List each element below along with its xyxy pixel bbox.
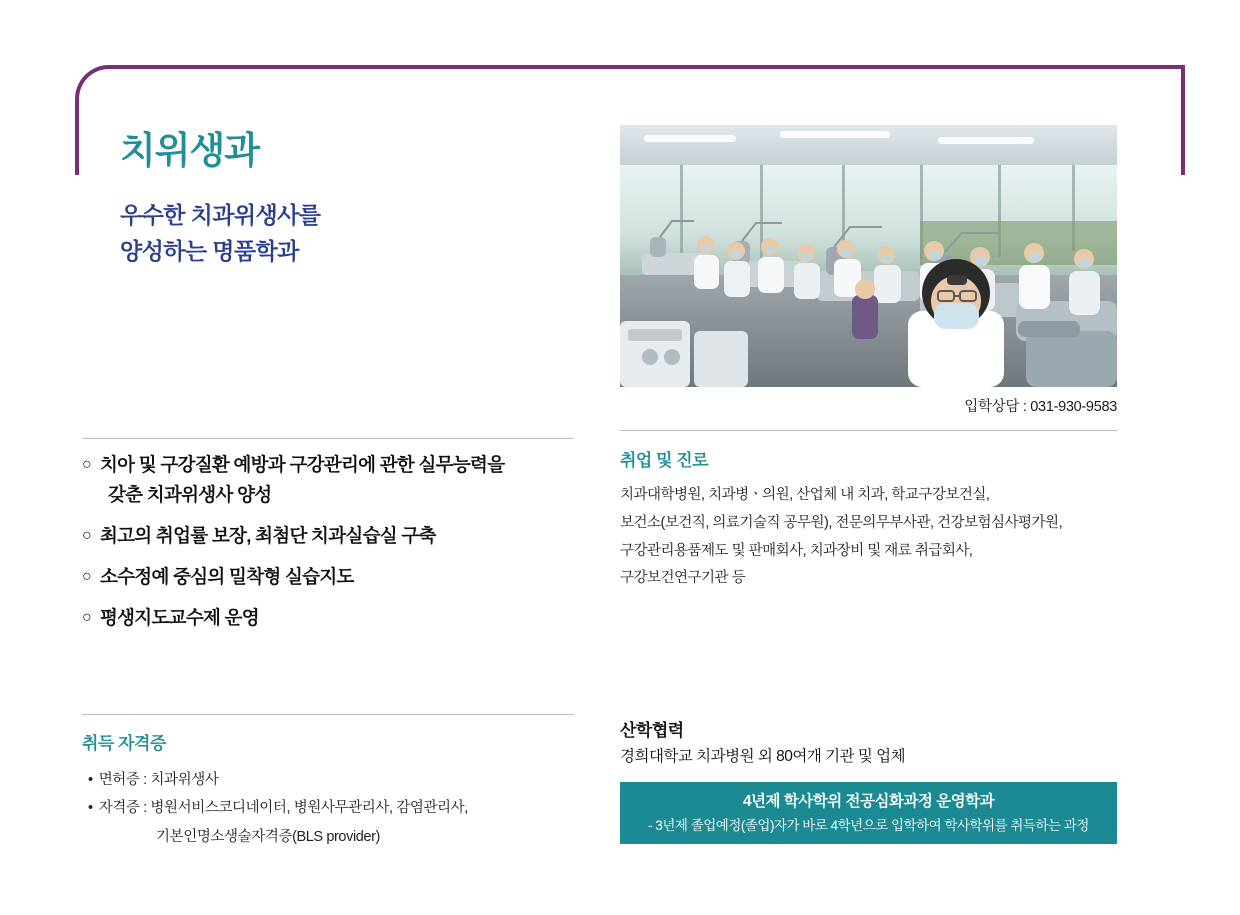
certificates-section-heading: 취득 자격증 xyxy=(82,734,166,753)
cooperation-section-heading: 산학협력 xyxy=(620,721,684,740)
slogan-line-2: 양성하는 명품학과 xyxy=(120,237,299,264)
bullet-circle-icon: ○ xyxy=(82,567,91,585)
list-item xyxy=(82,562,582,592)
cooperation-section-body: 경희대학교 치과병원 외 80여개 기관 및 업체 xyxy=(620,748,906,765)
list-item xyxy=(88,794,578,822)
list-item-label: 소수정예 중심의 밀착형 실습지도 xyxy=(99,565,354,587)
certificates-list xyxy=(88,766,578,851)
list-item-label: 평생지도교수제 운영 xyxy=(99,606,259,628)
list-item-label: 치아 및 구강질환 예방과 구강관리에 관한 실무능력을 xyxy=(99,454,505,475)
department-features-list xyxy=(82,450,582,644)
list-item xyxy=(82,521,582,551)
banner-subtitle: - 3년제 졸업예정(졸업)자가 바로 4학년으로 입학하여 학사학위를 취득하는 과정 xyxy=(648,817,1089,833)
career-line: 치과대학병원, 치과병ㆍ의원, 산업체 내 치과, 학교구강보건실, xyxy=(620,487,990,503)
list-item xyxy=(82,450,582,480)
divider-left-top xyxy=(82,438,574,439)
bullet-dot-icon: • xyxy=(88,800,93,817)
divider-left-bottom xyxy=(82,714,574,715)
career-section-heading: 취업 및 진로 xyxy=(620,451,709,470)
list-item xyxy=(82,480,582,510)
dental-clinic-practice-room-photo xyxy=(620,125,1117,387)
banner-title: 4년제 학사학위 전공심화과정 운영학과 xyxy=(742,793,995,810)
list-item-label: 갖춘 치과위생사 양성 xyxy=(108,483,272,505)
list-item xyxy=(88,766,578,794)
bullet-circle-icon: ○ xyxy=(82,608,91,626)
page-title: 치위생과 xyxy=(120,130,259,171)
career-line: 구강관리용품제도 및 판매회사, 치과장비 및 재료 취급회사, xyxy=(620,542,973,559)
career-line: 보건소(보건직, 의료기술직 공무원), 전문의무부사관, 건강보험심사평가원, xyxy=(620,514,1063,531)
decorative-right-edge xyxy=(1181,65,1185,175)
list-item-label: 기본인명소생술자격증(BLS provider) xyxy=(156,828,380,845)
slogan-line-1: 우수한 치과위생사를 xyxy=(120,202,321,228)
career-section-body xyxy=(620,482,1120,593)
admission-contact-caption: 입학상담 : 031-930-9583 xyxy=(964,399,1117,415)
bullet-circle-icon: ○ xyxy=(82,526,91,544)
bullet-dot-icon: • xyxy=(88,772,93,788)
divider-right-top xyxy=(620,430,1117,431)
career-line: 구강보건연구기관 등 xyxy=(620,570,746,587)
bullet-circle-icon: ○ xyxy=(82,456,91,473)
list-item-label: 면허증 : 치과위생사 xyxy=(98,772,219,788)
list-item xyxy=(82,603,582,633)
department-slogan xyxy=(120,198,320,269)
list-item xyxy=(88,823,578,851)
list-item-label: 자격증 : 병원서비스코디네이터, 병원사무관리사, 감염관리사, xyxy=(98,800,468,817)
list-item-label: 최고의 취업률 보장, 최첨단 치과실습실 구축 xyxy=(99,524,436,546)
bachelor-program-banner xyxy=(620,782,1117,844)
